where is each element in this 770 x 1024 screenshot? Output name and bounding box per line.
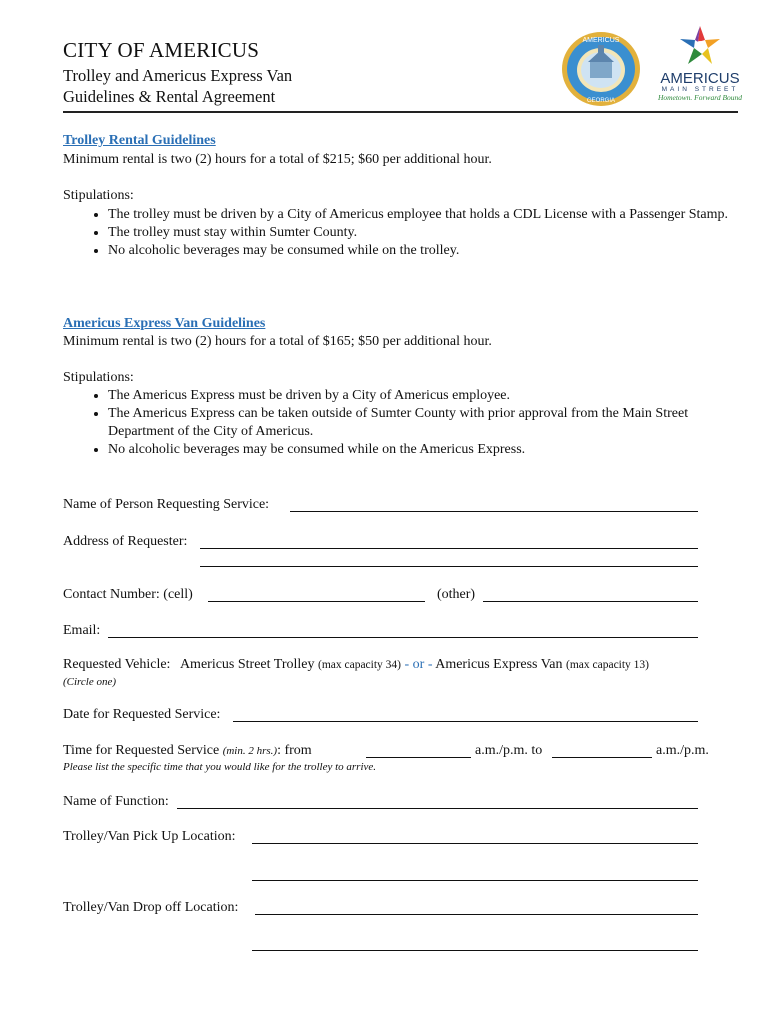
other-number-field[interactable]	[483, 601, 698, 602]
vehicle-option-van[interactable]: Americus Express Van	[435, 657, 563, 672]
address-label: Address of Requester:	[63, 534, 188, 549]
address-field-line1[interactable]	[200, 548, 698, 549]
other-label: (other)	[437, 587, 476, 602]
main-street-logo	[650, 24, 750, 102]
pickup-field-line1[interactable]	[252, 843, 698, 844]
main-street-tagline: Hometown. Forward Bound	[657, 93, 743, 102]
van-section-heading: Americus Express Van Guidelines	[63, 316, 266, 331]
date-field[interactable]	[233, 721, 698, 722]
main-street-name: AMERICUS	[660, 70, 740, 87]
van-stipulations-label: Stipulations:	[63, 370, 134, 385]
function-label: Name of Function:	[63, 794, 169, 809]
van-minimum-text: Minimum rental is two (2) hours for a total of $165; $50 per additional hour.	[63, 334, 492, 349]
pickup-field-line2[interactable]	[252, 880, 698, 881]
van-capacity: (max capacity 13)	[566, 659, 650, 671]
time-from-label: : from	[277, 743, 312, 758]
vehicle-row	[63, 657, 649, 673]
name-field[interactable]	[290, 511, 698, 512]
vehicle-label: Requested Vehicle:	[63, 657, 171, 672]
cell-number-field[interactable]	[208, 601, 425, 602]
trolley-section-heading: Trolley Rental Guidelines	[63, 133, 216, 148]
time-to-field[interactable]	[552, 757, 652, 758]
vehicle-option-trolley[interactable]: Americus Street Trolley	[179, 657, 315, 672]
dropoff-field-line1[interactable]	[255, 914, 698, 915]
trolley-stipulations-label: Stipulations:	[63, 188, 134, 203]
ampm-end-label: a.m./p.m.	[656, 743, 709, 758]
time-from-field[interactable]	[366, 757, 471, 758]
list-item: • The trolley must stay within Sumter County.	[108, 224, 748, 242]
main-street-sub: MAIN STREET	[661, 86, 739, 93]
cell-label: Contact Number: (cell)	[63, 587, 193, 602]
ampm-to-label: a.m./p.m. to	[475, 743, 543, 758]
document-subtitle-line2: Guidelines & Rental Agreement	[63, 87, 276, 106]
trolley-minimum-text: Minimum rental is two (2) hours for a total of $215; $60 per additional hour.	[63, 152, 492, 167]
email-field[interactable]	[108, 637, 698, 638]
time-min-note: (min. 2 hrs.)	[222, 745, 278, 757]
list-item: • The Americus Express can be taken outside of Sumter County with prior approval from the Main Street Department of the City of Americus.	[108, 405, 728, 441]
circle-one-note: (Circle one)	[63, 676, 117, 688]
seal-top-text: AMERICUS	[582, 37, 620, 44]
seal-bottom-text: GEORGIA	[586, 98, 616, 104]
time-label: Time for Requested Service	[63, 743, 220, 758]
function-field[interactable]	[177, 808, 698, 809]
document-title: CITY OF AMERICUS	[63, 38, 260, 62]
trolley-capacity: (max capacity 34)	[317, 659, 401, 671]
van-stipulations-list	[63, 387, 728, 459]
time-note: Please list the specific time that you would like for the trolley to arrive.	[63, 761, 377, 773]
list-item: • No alcoholic beverages may be consumed while on the Americus Express.	[108, 441, 728, 459]
name-label: Name of Person Requesting Service:	[63, 497, 270, 512]
pickup-label: Trolley/Van Pick Up Location:	[63, 829, 236, 844]
vehicle-or-separator: - or -	[404, 657, 436, 672]
dropoff-label: Trolley/Van Drop off Location:	[63, 900, 239, 915]
document-subtitle-line1: Trolley and Americus Express Van	[63, 66, 293, 85]
list-item: • The Americus Express must be driven by a City of Americus employee.	[108, 387, 728, 405]
star-icon	[678, 24, 722, 68]
trolley-stipulations-list	[63, 206, 748, 260]
date-label: Date for Requested Service:	[63, 707, 221, 722]
address-field-line2[interactable]	[200, 566, 698, 567]
city-seal-logo	[560, 30, 642, 113]
list-item: • The trolley must be driven by a City of Americus employee that holds a CDL License with a Passenger Stamp.	[108, 206, 748, 224]
list-item: • No alcoholic beverages may be consumed while on the trolley.	[108, 242, 748, 260]
time-label-row	[63, 743, 312, 759]
email-label: Email:	[63, 623, 101, 638]
dropoff-field-line2[interactable]	[252, 950, 698, 951]
